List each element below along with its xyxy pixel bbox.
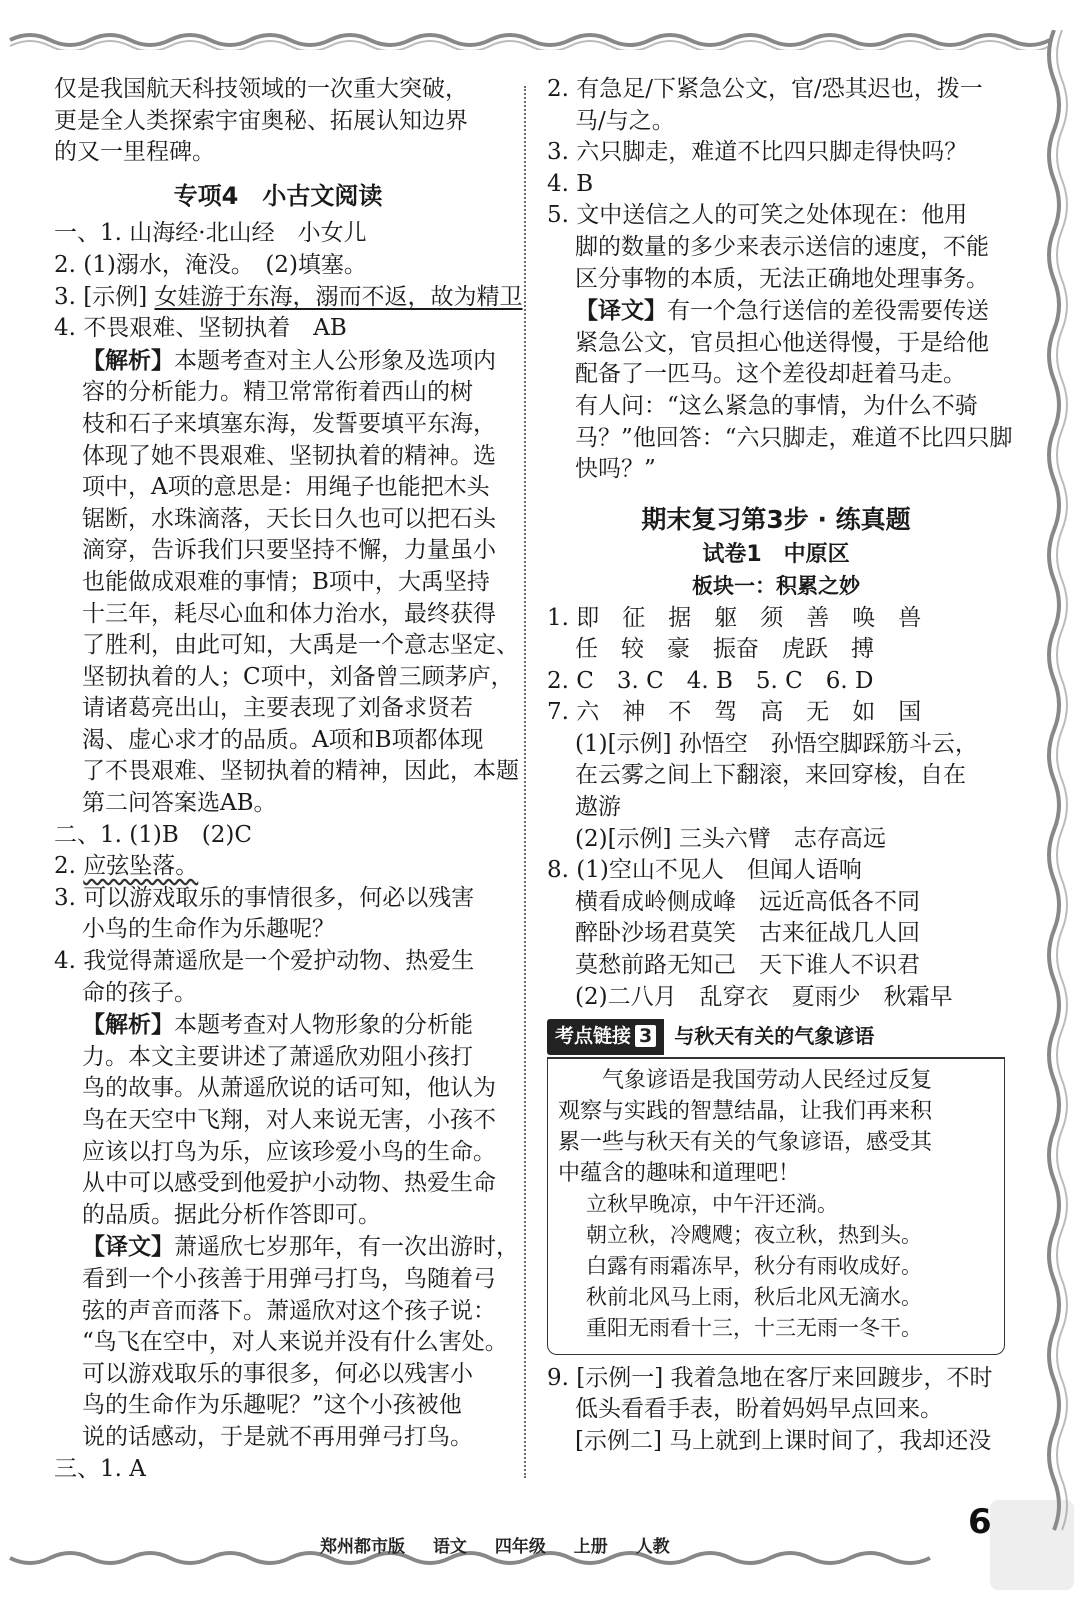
translation-line: 弦的声音而落下。萧遥欣对这个孩子说：: [82, 1297, 496, 1324]
intro-line: 更是全人类探索宇宙奥秘、拓展认知边界: [54, 107, 468, 134]
footer-volume: 上册: [573, 1537, 608, 1557]
answer-p2-q3: 3. 可以游戏取乐的事情很多，何必以残害: [54, 884, 475, 911]
answer-1: 1. 即 征 据 躯 须 善 唤 兽: [547, 604, 922, 631]
answer-q2: 马/与之。: [575, 107, 675, 134]
answer-2-6: 2. C 3. C 4. B 5. C 6. D: [547, 667, 874, 694]
column-divider: [524, 86, 526, 1478]
analysis-line: 体现了她不畏艰难、坚韧执着的精神。选: [82, 442, 496, 469]
footer-grade: 四年级: [494, 1537, 546, 1557]
analysis-tag: 【解析】: [82, 1011, 174, 1039]
answer-q2: 2. 有急足/下紧急公文，官/恐其迟也，拨一: [547, 76, 983, 102]
answer-q4: 4. B: [547, 170, 594, 197]
answer-q5: 区分事物的本质，无法正确地处理事务。: [575, 265, 989, 292]
analysis-line: 【解析】本题考查对主人公形象及选项内: [82, 346, 496, 374]
kaodian-intro: 累一些与秋天有关的气象谚语，感受其: [558, 1129, 933, 1155]
analysis-line: 枝和石子来填塞东海，发誓要填平东海，: [82, 410, 496, 437]
answer-underlined: 女娃游于东海，溺而不返，故为精卫: [154, 283, 523, 310]
analysis-line: 力。本文主要讲述了萧遥欣劝阻小孩打: [82, 1043, 473, 1070]
answer-7: 7. 六 神 不 驾 高 无 如 国: [547, 699, 922, 726]
kaodian-badge: 考点链接 3: [547, 1019, 664, 1055]
right-column: [547, 74, 1013, 1458]
analysis-line: 坚韧执着的人；C项中，刘备曾三顾茅庐，: [82, 663, 514, 690]
footer-edition: 郑州都市版: [320, 1537, 405, 1557]
intro-line: 的又一里程碑。: [54, 139, 215, 166]
analysis-line: 渴、虚心求才的品质。A项和B项都体现: [82, 726, 484, 753]
main-heading: 期末复习第3步 · 练真题: [641, 504, 911, 534]
translation-line: 可以游戏取乐的事很多，何必以残害小: [82, 1360, 473, 1387]
answer-8: (2)二八月 乱穿衣 夏雨少 秋霜早: [575, 983, 953, 1010]
analysis-line: 鸟在天空中飞翔，对人来说无害，小孩不: [82, 1107, 496, 1133]
answer-p3-q1: 三、1. A: [54, 1455, 146, 1482]
kaodian-intro: 观察与实践的智慧结晶，让我们再来积: [558, 1098, 933, 1124]
kaodian-title: 与秋天有关的气象谚语: [674, 1024, 875, 1049]
answer-p1-q1: 一、1. 山海经·北山经 小女儿: [54, 220, 367, 247]
answer-8: 横看成岭侧成峰 远近高低各不同: [575, 888, 920, 915]
answer-p2-q4: 4. 我觉得萧遥欣是一个爱护动物、热爱生: [54, 948, 475, 975]
translation-line: 配备了一匹马。这个差役却赶着马走。: [575, 361, 966, 388]
analysis-line: 项中，A项的意思是：用绳子也能把木头: [82, 474, 490, 501]
footer: [320, 1532, 692, 1557]
intro-line: 仅是我国航天科技领域的一次重大突破，: [54, 76, 468, 102]
translation-line: “鸟飞在空中，对人来说并没有什么害处。: [82, 1329, 508, 1356]
answer-q3: 3. 六只脚走，难道不比四只脚走得快吗？: [547, 139, 968, 166]
analysis-line: 应该以打鸟为乐，应该珍爱小鸟的生命。: [82, 1138, 496, 1165]
answer-q5: 脚的数量的多少来表示送信的速度，不能: [575, 233, 989, 260]
answer-9: 低头看看手表，盼着妈妈早点回来。: [575, 1396, 943, 1423]
kaodian-header: [547, 1019, 1005, 1055]
section-title: 专项4 小古文阅读: [173, 181, 383, 210]
kaodian-number: 3: [635, 1025, 656, 1047]
answer-p2-q4: 命的孩子。: [82, 979, 197, 1006]
block-heading: 板块一：积累之妙: [692, 573, 860, 598]
proverb: 重阳无雨看十三，十三无雨一冬干。: [586, 1315, 922, 1340]
analysis-line: 十三年，耗尽心血和体力治水，最终获得: [82, 600, 496, 627]
translation-line: 快吗？”: [575, 456, 656, 483]
analysis-line: 了胜利，由此可知，大禹是一个意志坚定、: [82, 632, 519, 659]
footer-subject: 语文: [432, 1537, 467, 1557]
translation-tag: 【译文】: [575, 297, 667, 325]
page-number: 6: [968, 1502, 992, 1542]
answer-p2-q3: 小鸟的生命作为乐趣呢？: [82, 916, 335, 943]
analysis-line: 的品质。据此分析作答即可。: [82, 1201, 381, 1228]
answer-8: 醉卧沙场君莫笑 古来征战几人回: [575, 920, 920, 947]
paper-heading: 试卷1 中原区: [702, 542, 850, 568]
answer-p1-q2: 2. (1)溺水，淹没。 (2)填塞。: [54, 251, 367, 278]
translation-tag: 【译文】: [82, 1233, 174, 1261]
analysis-tag: 【解析】: [82, 346, 174, 374]
translation-line: 看到一个小孩善于用弹弓打鸟，鸟随着弓: [82, 1265, 496, 1292]
analysis-line: 第二问答案选AB。: [82, 790, 277, 817]
translation-line: 【译文】萧遥欣七岁那年，有一次出游时，: [82, 1233, 519, 1261]
watermark-logo: [990, 1500, 1074, 1590]
answer-9: 9. [示例一] 我着急地在客厅来回踱步，不时: [547, 1364, 993, 1391]
answer-p2-q1: 二、1. (1)B (2)C: [54, 821, 252, 848]
analysis-line: 滴穿，告诉我们只要坚持不懈，力量虽小: [82, 537, 496, 564]
bottom-wavy-border: [0, 1550, 1074, 1600]
answer-8: 莫愁前路无知己 天下谁人不识君: [575, 952, 920, 979]
proverb: 朝立秋，冷飕飕；夜立秋，热到头。: [586, 1222, 922, 1247]
answer-p1-q4: 4. 不畏艰难、坚韧执着 AB: [54, 315, 347, 342]
analysis-line: 请诸葛亮出山，主要表现了刘备求贤若: [82, 695, 473, 722]
analysis-line: 锯断，水珠滴落，天长日久也可以把石头: [82, 505, 496, 532]
kaodian-box: [547, 1057, 1005, 1355]
left-column: [54, 74, 523, 1485]
answer-9: [示例二] 马上就到上课时间了，我却还没: [575, 1428, 992, 1454]
translation-line: 马？”他回答：“六只脚走，难道不比四只脚: [575, 424, 1013, 451]
translation-line: 鸟的生命作为乐趣呢？”这个小孩被他: [82, 1392, 462, 1419]
answer-prefix: 3. [示例]: [54, 283, 155, 310]
answer-7-sub: (2)[示例] 三头六臂 志存高远: [575, 825, 886, 852]
footer-publisher: 人教: [635, 1537, 670, 1557]
answer-8: 8. (1)空山不见人 但闻人语响: [547, 857, 862, 884]
translation-line: 说的话感动，于是就不再用弹弓打鸟。: [82, 1423, 473, 1450]
proverb: 立秋早晚凉，中午汗还淌。: [586, 1191, 838, 1216]
translation-line: 紧急公文，官员担心他送得慢，于是给他: [575, 329, 989, 356]
answer-1: 任 较 豪 振奋 虎跃 搏: [575, 636, 874, 663]
answer-wavy: 应弦坠落。: [83, 853, 199, 880]
answer-7-sub: 遨游: [575, 794, 621, 821]
top-wavy-border: [0, 0, 1074, 50]
analysis-line: 也能做成艰难的事情；B项中，大禹坚持: [82, 568, 490, 595]
answer-7-sub: 在云雾之间上下翻滚，来回穿梭，自在: [575, 762, 966, 789]
proverb: 秋前北风马上雨，秋后北风无滴水。: [586, 1284, 922, 1309]
analysis-line: 【解析】本题考查对人物形象的分析能: [82, 1011, 473, 1039]
answer-p1-q3: [54, 282, 523, 314]
answer-7-sub: (1)[示例] 孙悟空 孙悟空脚踩筋斗云，: [575, 730, 978, 757]
analysis-line: 容的分析能力。精卫常常衔着西山的树: [82, 379, 473, 406]
analysis-line: 从中可以感受到他爱护小动物、热爱生命: [82, 1170, 496, 1197]
translation-line: 有人问：“这么紧急的事情，为什么不骑: [575, 392, 978, 419]
proverb: 白露有雨霜冻早，秋分有雨收成好。: [586, 1253, 922, 1278]
analysis-line: 了不畏艰难、坚韧执着的精神，因此，本题: [82, 758, 519, 785]
analysis-line: 鸟的故事。从萧遥欣说的话可知，他认为: [82, 1075, 496, 1102]
right-wavy-border: [1024, 30, 1074, 1570]
kaodian-intro: 气象谚语是我国劳动人民经过反复: [558, 1067, 933, 1093]
kaodian-intro: 中蕴含的趣味和道理吧！: [558, 1160, 801, 1186]
answer-p2-q2: 2. 应弦坠落。: [54, 853, 199, 880]
answer-q5: 5. 文中送信之人的可笑之处体现在：他用: [547, 202, 968, 229]
translation-line: 【译文】有一个急行送信的差役需要传送: [575, 297, 989, 325]
